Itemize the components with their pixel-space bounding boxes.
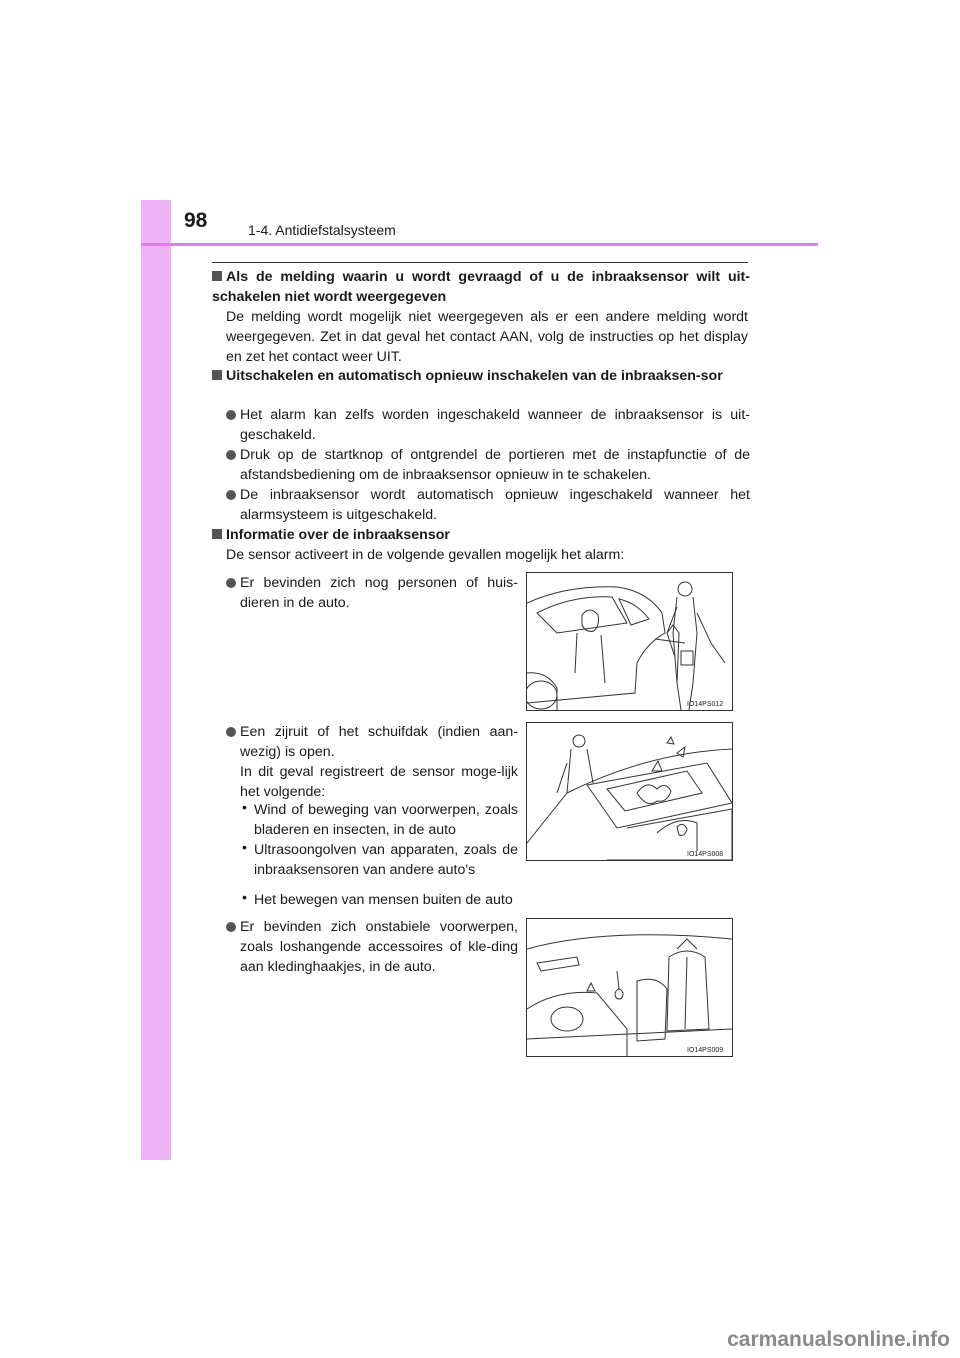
square-bullet-icon <box>212 271 222 281</box>
bullet-text: Een zijruit of het schuifdak (indien aan-wezig) is open. <box>240 724 518 760</box>
page-number: 98 <box>184 209 208 232</box>
watermark-text[interactable]: carmanualsonline.info <box>727 1328 950 1351</box>
dash-bullet: • <box>242 840 247 856</box>
square-bullet-icon <box>212 370 222 380</box>
bullet-text: Druk op de startknop of ontgrendel de portieren met de instapfunctie of de afstandsbediening om de inbraaksensor opnieuw in te schakelen. <box>240 447 750 483</box>
dash-text: Wind of beweging van voorwerpen, zoals bladeren en insecten, in de auto <box>254 802 518 838</box>
topic-rule <box>212 262 748 263</box>
header-rule <box>141 243 818 246</box>
heading-message-not-shown: Als de melding waarin u wordt gevraagd of u de inbraaksensor wilt uit-schakelen niet wordt weergegeven <box>212 269 750 305</box>
dash-text: Het bewegen van mensen buiten de auto <box>254 892 513 908</box>
dash-bullet: • <box>242 800 247 816</box>
illustration-open-sunroof <box>526 722 733 861</box>
illustration-occupant-in-car <box>526 572 733 711</box>
section-title: 1-4. Antidiefstalsysteem <box>248 222 396 238</box>
header-band <box>141 200 818 243</box>
round-bullet-icon <box>226 727 236 737</box>
round-bullet-icon <box>226 450 236 460</box>
figure-id-label: IO14PS009 <box>687 1047 724 1054</box>
bullet-text: Er bevinden zich nog personen of huis-dieren in de auto. <box>240 575 518 611</box>
round-bullet-icon <box>226 922 236 932</box>
dash-bullet: • <box>242 890 247 906</box>
figure-id-label: IO14PS008 <box>687 851 724 858</box>
side-tab-band <box>141 200 171 1160</box>
bullet-text: Het alarm kan zelfs worden ingeschakeld wanneer de inbraaksensor is uit-geschakeld. <box>240 407 750 443</box>
round-bullet-icon <box>226 578 236 588</box>
paragraph-message-not-shown: De melding wordt mogelijk niet weergegeven als er een andere melding wordt weergegeven. Zet in dat geval het contact AAN, volg de instructies op het display en zet het contact weer UIT. <box>226 309 748 365</box>
bullet-subtext: In dit geval registreert de sensor moge-lijk het volgende: <box>240 764 518 800</box>
round-bullet-icon <box>226 490 236 500</box>
bullet-text: Er bevinden zich onstabiele voorwerpen, zoals loshangende accessoires of kle-ding aan kledinghaakjes, in de auto. <box>240 919 518 975</box>
car-side-occupant-drawing <box>527 573 732 710</box>
illustration-hanging-items-interior <box>526 918 733 1057</box>
paragraph-sensor-intro: De sensor activeert in de volgende gevallen mogelijk het alarm: <box>226 547 625 563</box>
round-bullet-icon <box>226 410 236 420</box>
figure-id-label: IO14PS012 <box>687 701 724 708</box>
dash-text: Ultrasoongolven van apparaten, zoals de inbraaksensoren van andere auto's <box>254 842 518 878</box>
heading-sensor-info: Informatie over de inbraaksensor <box>212 525 750 545</box>
heading-disable-reenable: Uitschakelen en automatisch opnieuw inschakelen van de inbraaksen-sor <box>212 366 750 386</box>
square-bullet-icon <box>212 529 222 539</box>
car-interior-drawing <box>527 919 732 1056</box>
sunroof-leaves-drawing <box>527 723 732 860</box>
bullet-text: De inbraaksensor wordt automatisch opnieuw ingeschakeld wanneer het alarmsysteem is uitgeschakeld. <box>240 487 750 523</box>
